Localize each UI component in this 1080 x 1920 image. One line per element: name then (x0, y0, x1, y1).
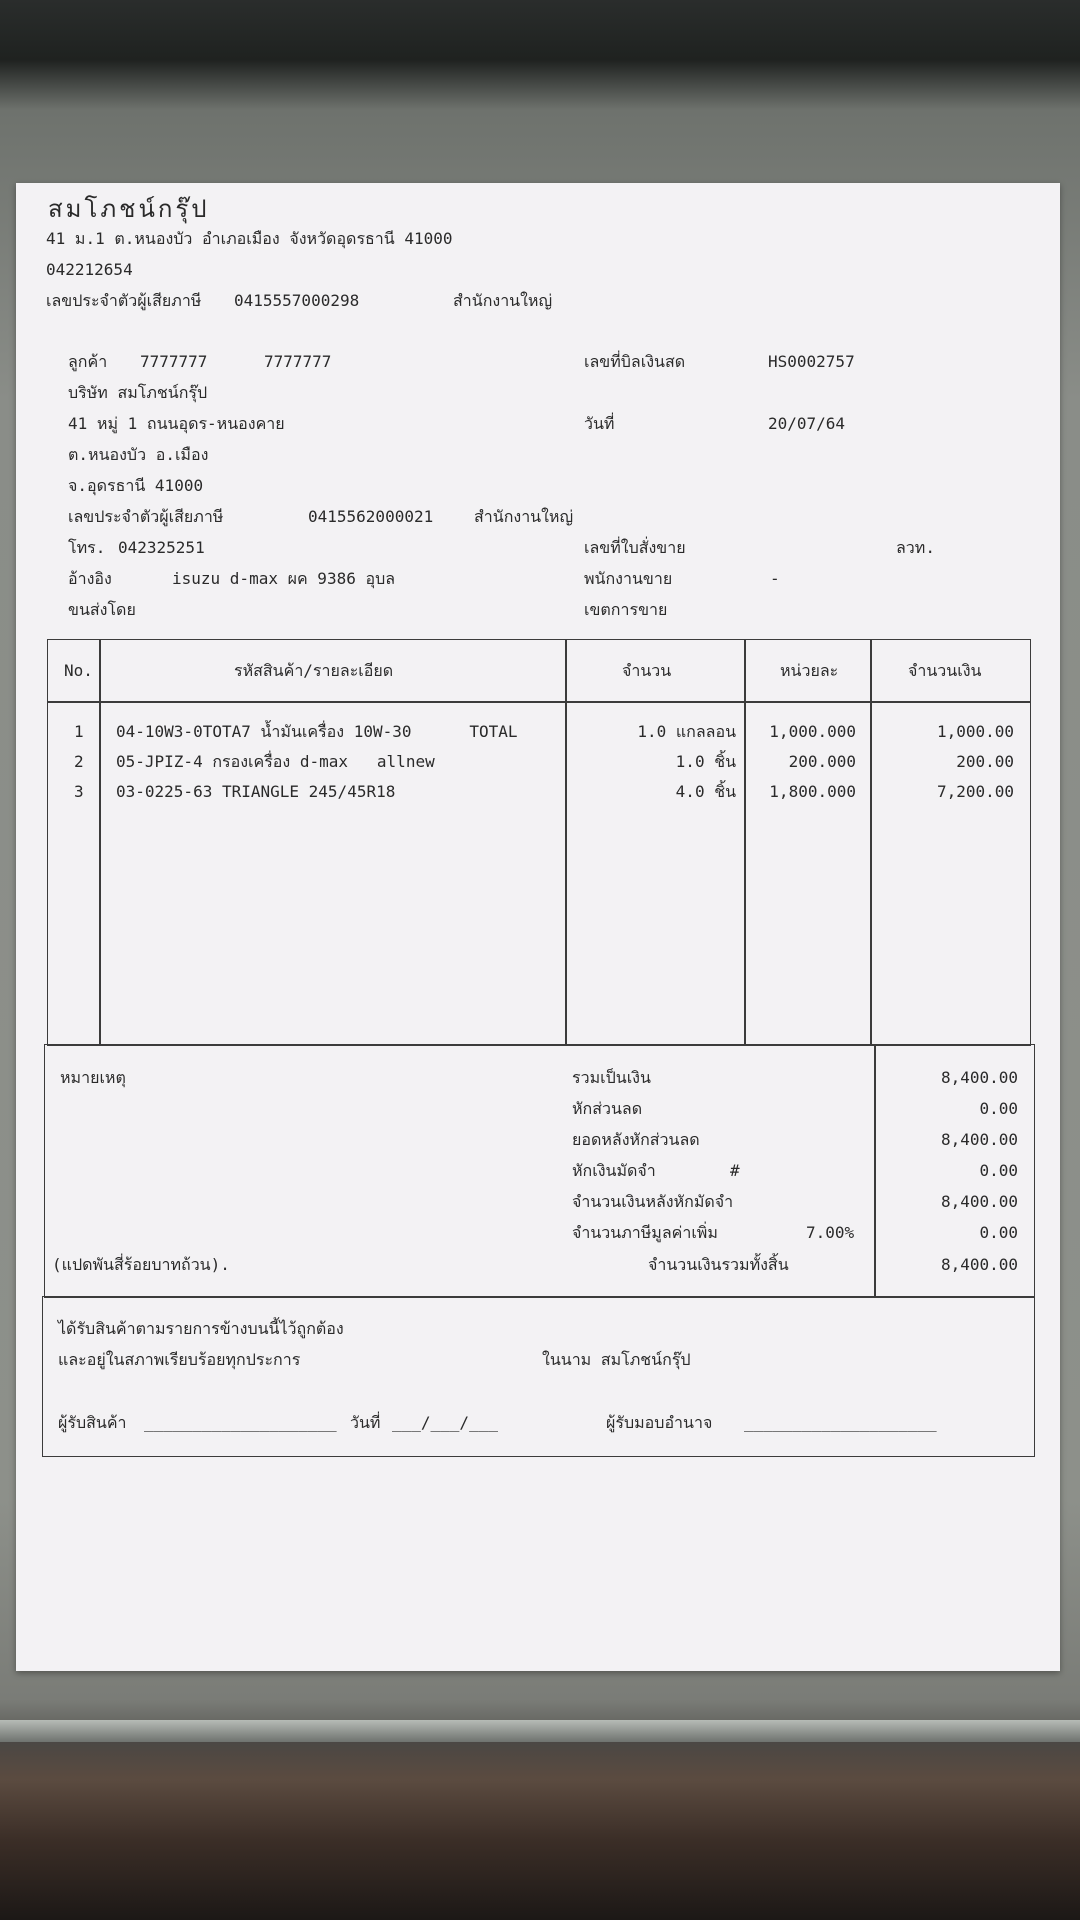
deposit-label: หักเงินมัดจำ (572, 1161, 656, 1180)
deposit-value: 0.00 (979, 1161, 1018, 1180)
remark-label: หมายเหตุ (60, 1068, 126, 1087)
after-deposit-label: จำนวนเงินหลังหักมัดจำ (572, 1192, 734, 1211)
row-3-description: 03-0225-63 TRIANGLE 245/45R18 (116, 782, 396, 801)
row-3-no: 3 (74, 782, 84, 801)
row-1-quantity: 1.0 แกลลอน (637, 722, 736, 741)
header-amount: จำนวนเงิน (908, 661, 982, 680)
seller-phone: 042212654 (46, 260, 133, 279)
customer-address-3: จ.อุดรธานี 41000 (68, 476, 204, 495)
customer-tax-label: เลขประจำตัวผู้เสียภาษี (68, 507, 224, 526)
grand-total-value: 8,400.00 (940, 1255, 1018, 1274)
seller-tax-label: เลขประจำตัวผู้เสียภาษี (46, 291, 202, 310)
total-label: รวมเป็นเงิน (572, 1068, 651, 1087)
bill-date-label: วันที่ (584, 414, 615, 433)
customer-address-2: ต.หนองบัว อ.เมือง (68, 445, 209, 464)
authorized-signature-line: ____________________ (744, 1413, 937, 1432)
row-1-no: 1 (74, 722, 84, 741)
customer-branch: สำนักงานใหญ่ (474, 507, 574, 526)
received-statement-2: และอยู่ในสภาพเรียบร้อยทุกประการ (58, 1350, 301, 1369)
after-deposit-value: 8,400.00 (940, 1192, 1018, 1211)
on-behalf-of: ในนาม สมโภชน์กรุ๊ป (542, 1350, 691, 1369)
row-1-description: 04-10W3-0TOTA7 น้ำมันเครื่อง 10W-30 TOTAL (116, 722, 518, 741)
column-divider (744, 639, 746, 1046)
bill-no-label: เลขที่บิลเงินสด (584, 352, 686, 371)
receiver-signature-line: ____________________ (144, 1413, 337, 1432)
seller-branch: สำนักงานใหญ่ (453, 291, 553, 310)
column-divider (565, 639, 567, 1046)
row-2-description: 05-JPIZ-4 กรองเครื่อง d-max allnew (116, 752, 435, 771)
discount-value: 0.00 (979, 1099, 1018, 1118)
amount-in-words: (แปดพันสี่ร้อยบาทถ้วน). (52, 1255, 230, 1274)
received-statement-1: ได้รับสินค้าตามรายการข้างบนนี้ไว้ถูกต้อง (58, 1319, 344, 1338)
salesperson-value: - (770, 569, 780, 588)
seller-address: 41 ม.1 ต.หนองบัว อำเภอเมือง จังหวัดอุดรธานี 41000 (46, 229, 453, 248)
receive-date-label: วันที่ (350, 1413, 381, 1432)
row-2-unit-price: 200.000 (788, 752, 856, 771)
total-value: 8,400.00 (940, 1068, 1018, 1087)
customer-phone: 042325251 (118, 538, 205, 557)
row-3-quantity: 4.0 ชิ้น (675, 782, 736, 801)
column-divider (870, 639, 872, 1046)
customer-company: บริษัท สมโภชน์กรุ๊ป (68, 383, 208, 402)
sales-zone-label: เขตการขาย (584, 600, 668, 619)
desk-surface (0, 1740, 1080, 1920)
header-no: No. (64, 661, 93, 680)
seller-tax-id: 0415557000298 (234, 291, 360, 310)
row-3-unit-price: 1,800.000 (769, 782, 856, 801)
row-1-amount: 1,000.00 (936, 722, 1014, 741)
customer-ref-label: อ้างอิง (68, 569, 112, 588)
customer-code-2: 7777777 (264, 352, 332, 371)
receiver-label: ผู้รับสินค้า (58, 1413, 127, 1432)
salesperson-label: พนักงานขาย (584, 569, 673, 588)
customer-ship-label: ขนส่งโดย (68, 600, 136, 619)
customer-code: 7777777 (140, 352, 208, 371)
bill-date: 20/07/64 (768, 414, 846, 433)
row-2-quantity: 1.0 ชิ้น (675, 752, 736, 771)
receive-date-line: ___/___/___ (392, 1413, 498, 1432)
customer-label: ลูกค้า (68, 352, 108, 371)
deposit-hash: # (730, 1161, 740, 1180)
items-header-divider (47, 701, 1031, 703)
cash-bill-document (16, 183, 1060, 1671)
grand-total-label: จำนวนเงินรวมทั้งสิ้น (648, 1255, 789, 1274)
authorized-label: ผู้รับมอบอำนาจ (606, 1413, 713, 1432)
order-note: ลวท. (896, 538, 935, 557)
vat-label: จำนวนภาษีมูลค่าเพิ่ม (572, 1223, 718, 1242)
header-unit-price: หน่วยละ (780, 661, 839, 680)
customer-tax-id: 0415562000021 (308, 507, 434, 526)
row-2-no: 2 (74, 752, 84, 771)
row-1-unit-price: 1,000.000 (769, 722, 856, 741)
row-2-amount: 200.00 (956, 752, 1014, 771)
vat-rate: 7.00% (806, 1223, 855, 1242)
after-discount-value: 8,400.00 (940, 1130, 1018, 1149)
customer-phone-label: โทร. (68, 538, 106, 557)
bill-no: HS0002757 (768, 352, 855, 371)
discount-label: หักส่วนลด (572, 1099, 643, 1118)
header-description: รหัสสินค้า/รายละเอียด (234, 661, 394, 680)
customer-address-1: 41 หมู่ 1 ถนนอุดร-หนองคาย (68, 414, 285, 433)
vat-value: 0.00 (979, 1223, 1018, 1242)
customer-ref: isuzu d-max ผค 9386 อุบล (172, 569, 396, 588)
seller-name: สมโภชน์กรุ๊ป (48, 195, 210, 223)
glass-edge (0, 1720, 1080, 1742)
after-discount-label: ยอดหลังหักส่วนลด (572, 1130, 700, 1149)
column-divider (99, 639, 101, 1046)
header-quantity: จำนวน (622, 661, 672, 680)
order-no-label: เลขที่ใบสั่งขาย (584, 538, 686, 557)
row-3-amount: 7,200.00 (936, 782, 1014, 801)
